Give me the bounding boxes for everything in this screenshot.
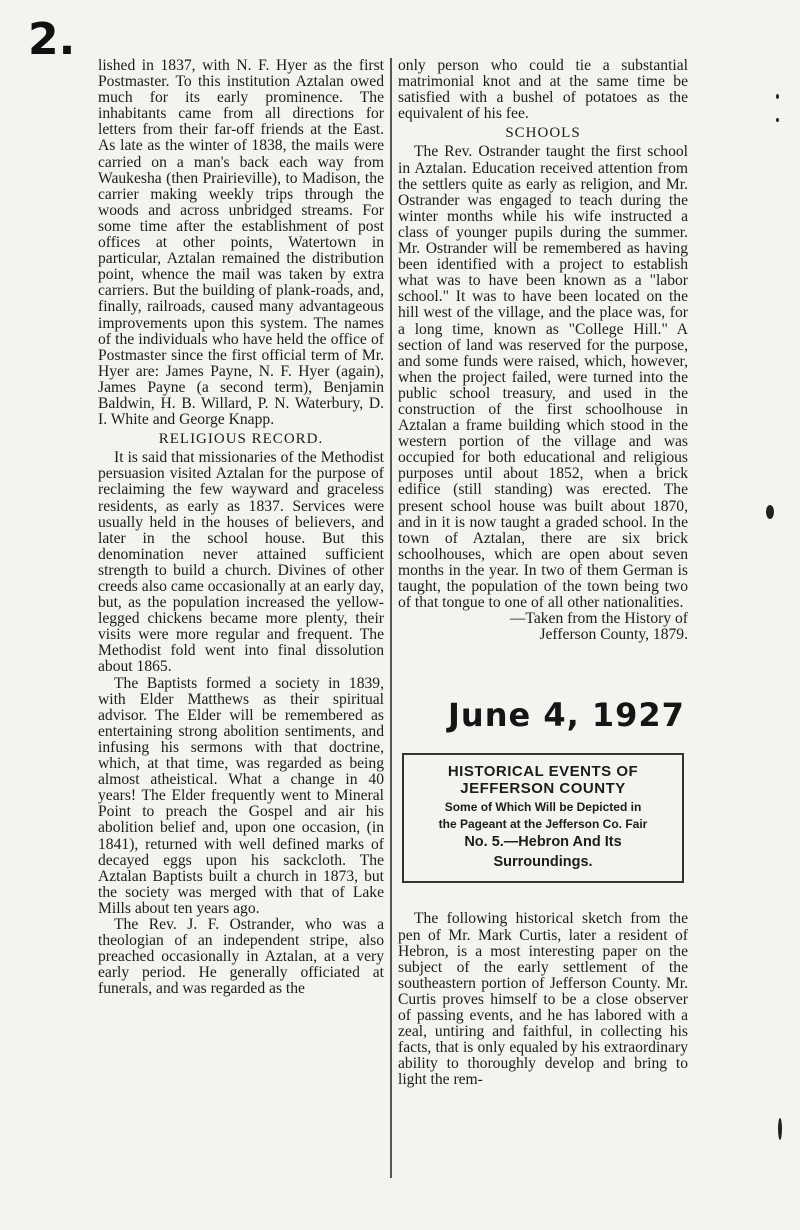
left-column xyxy=(98,58,384,997)
hebron-intro-paragraph: The following historical sketch from the pen of Mr. Mark Curtis, later a resident of Hebron, is a most interesting paper on the subject of the early settlement of the southeastern portion of Jefferson County. Mr. Curtis proves himself to be a close observer of passing events, and he has labored with a zeal, untiring and faithful, in collecting his facts, that is only equaled by his extraordinary ability to thoroughly develop and bring to light the rem- xyxy=(398,910,688,1089)
religious-record-heading: RELIGIOUS RECORD. xyxy=(158,431,324,448)
box-number-line1: No. 5.—Hebron And Its xyxy=(464,834,622,851)
box-subtitle-line1: Some of Which Will be Depicted in xyxy=(444,800,642,815)
scan-speck xyxy=(776,118,779,122)
box-title-line1: HISTORICAL EVENTS OF xyxy=(447,763,639,781)
scan-speck xyxy=(766,505,774,519)
page-number: 2. xyxy=(28,14,76,65)
scan-speck xyxy=(778,1118,782,1140)
historical-events-box xyxy=(402,753,684,883)
ostrander-paragraph: The Rev. J. F. Ostrander, who was a theologian of an independent stripe, also preached occasionally in Aztalan, at a very early period. He generally officiated at funerals, and was regarded as the xyxy=(98,915,384,998)
box-subtitle-line2: the Pageant at the Jefferson Co. Fair xyxy=(438,817,648,832)
methodist-paragraph: It is said that missionaries of the Methodist persuasion visited Aztalan for the purpose of reclaiming the few wayward and graceless residents, as early as 1837. Services were usually held in the houses of believers, and later in the school house. But this denomination never attained sufficient strength to build a church. Divines of other creeds also came occasionally at an early day, but, as the population increased the yellow-legged chickens became more plenty, their visits were more regular and frequent. The Methodist fold went into final dissolution about 1865. xyxy=(98,449,384,676)
scan-speck xyxy=(776,94,779,99)
box-title-line2: JEFFERSON COUNTY xyxy=(460,780,626,798)
postmaster-paragraph: lished in 1837, with N. F. Hyer as the first Postmaster. To this institution Aztalan owed much for its early prominence. The inhabitants came from all directions for letters from their far-off friends at the East. As late as the winter of 1838, the mails were carried on a man's back each way from Waukesha (then Prairieville), to Madison, the carrier making weekly trips through the woods and across unbridged streams. For some time after the establishment of post offices at other points, Watertown in particular, Aztalan remained the distribution point, whence the mail was taken by extra carriers. But the building of plank-roads, and, finally, railroads, caused many advantageous improvements upon this system. The names of the individuals who have held the office of Postmaster since the first official term of Mr. Hyer are: James Payne, N. F. Hyer (again), James Payne (a second term), Benjamin Baldwin, H. B. Willard, P. N. Waterbury, D. I. White and George Knapp. xyxy=(98,57,384,429)
right-column xyxy=(398,58,688,1089)
source-citation-line2: Jefferson County, 1879. xyxy=(539,626,688,644)
baptist-paragraph: The Baptists formed a society in 1839, with Elder Matthews as their spiritual advisor. The Elder will be remembered as entertaining strong abolition sentiments, and infusing his sermons with that doctrine, which, at that time, was regarded as being almost atheistical. What a change in 40 years! The Elder frequently went to Mineral Point to preach the Gospel and air his abolition belief and, upon one occasion, (in 1841), returned with well defined marks of decayed eggs upon his sackcloth. The Aztalan Baptists built a church in 1873, but the society was merged with that of Lake Mills about ten years ago. xyxy=(98,674,384,917)
matrimonial-paragraph: only person who could tie a substantial matrimonial knot and at the same time be satisfied with a bushel of potatoes as the equivalent of his fee. xyxy=(398,57,688,123)
handwritten-date: June 4, 1927 xyxy=(448,696,685,735)
column-divider xyxy=(390,58,392,1178)
schools-heading: SCHOOLS xyxy=(505,125,581,142)
schools-paragraph: The Rev. Ostrander taught the first school in Aztalan. Education received attention from the settlers quite as early as religion, and Mr. Ostrander was engaged to teach during the winter months while his wife instructed a class of younger pupils during the summer. Mr. Ostrander will be remembered as having been identified with a project to establish what was to have been known as a "labor school." It was to have been located on the hill west of the village, and the place was, for a long time, known as "College Hill." A section of land was reserved for the purpose, and some funds were raised, which, however, when the project failed, were turned into the public school treasury, and used in the construction of the first schoolhouse in Aztalan a frame building which stood in the western portion of the village and was occupied for both educational and religious purposes until about 1852, when a brick edifice (still standing) was erected. The present school house was built about 1870, and in it is now taught a graded school. In the town of Aztalan, there are six brick schoolhouses, which are open about seven months in the year. In two of them German is taught, the population of the town being two of that tongue to one of all other nationalities. xyxy=(398,143,688,612)
box-number-line2: Surroundings. xyxy=(493,854,593,871)
source-citation-line1: —Taken from the History of xyxy=(509,610,688,628)
